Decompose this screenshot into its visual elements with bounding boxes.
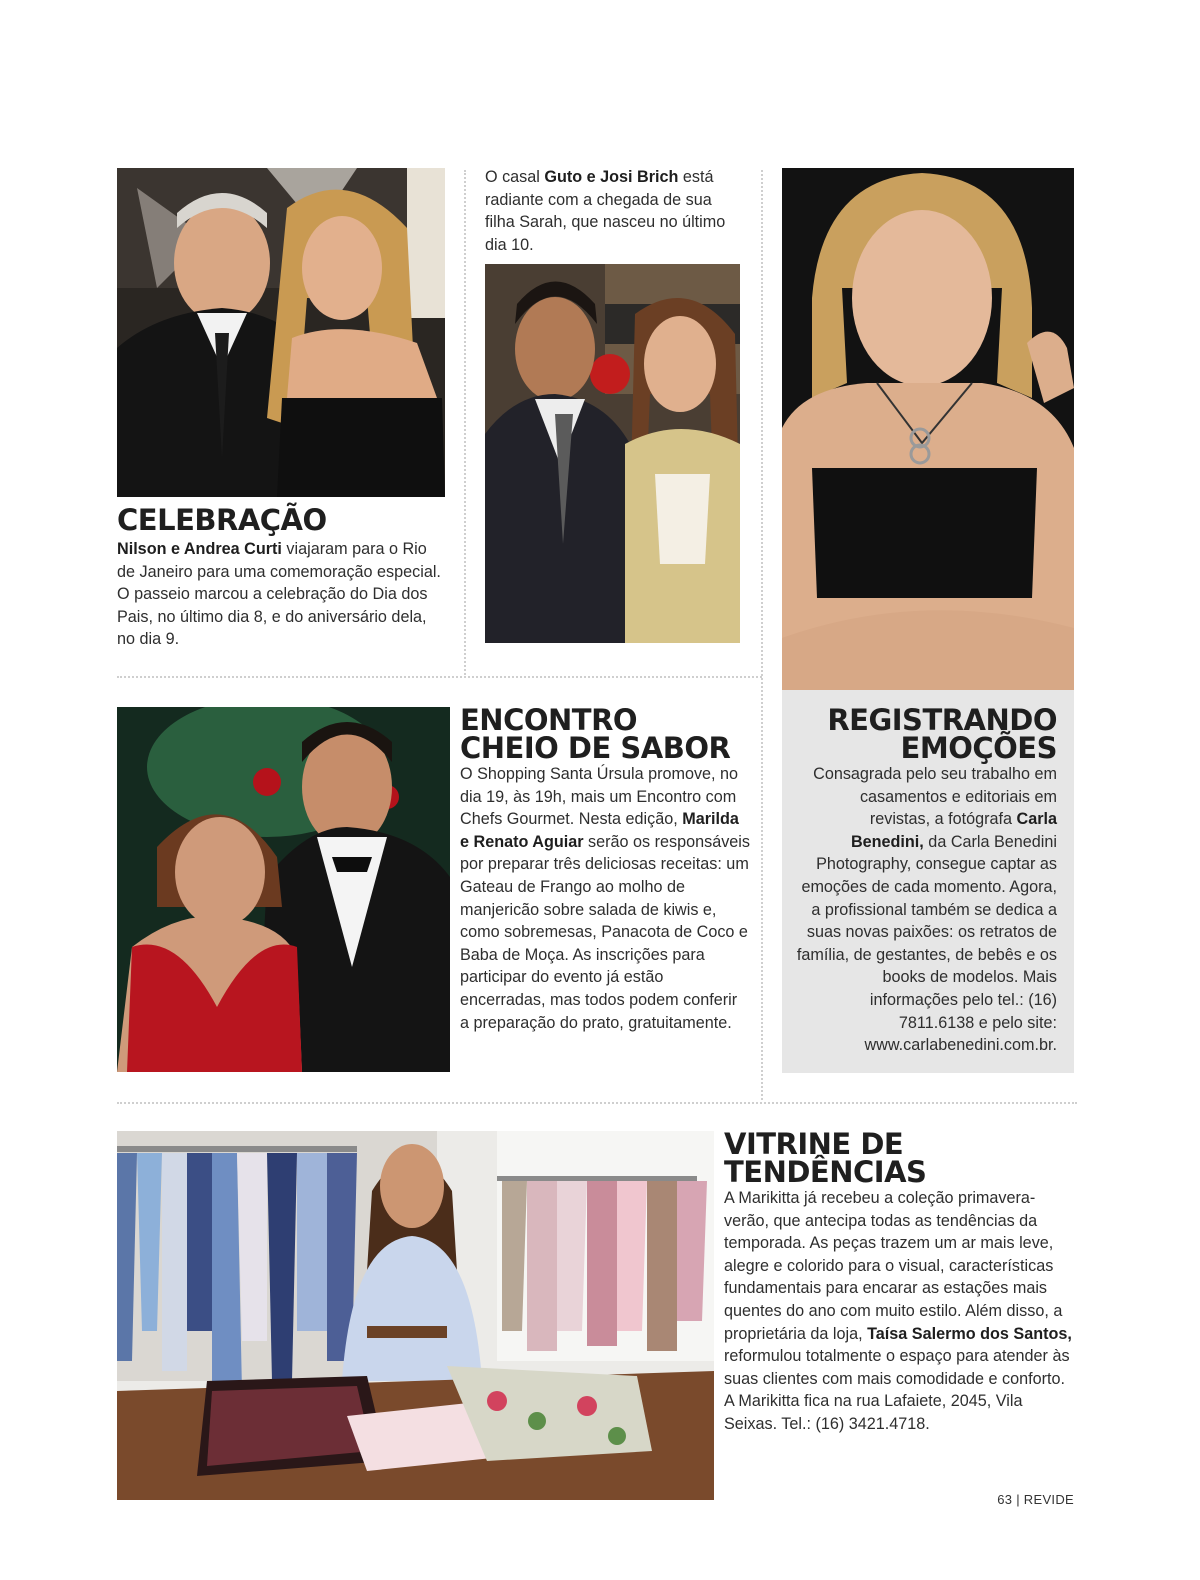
- celebracao-body: viajaram para o Rio de Janeiro para uma comemoração especial. O passeio marcou a celebração do Dia dos Pais, no último dia 8, e do aniversário dela, no dia 9.: [117, 540, 441, 649]
- vitrine-body1: A Marikitta já recebeu a coleção primavera-verão, que antecipa todas as tendências da temporada. As peças trazem um ar mais leve, alegre e colorido para o visual, características fundamentais para encarar as estações mais quentes do ano com muito estilo. Além disso, a proprietária da loja,: [724, 1189, 1063, 1343]
- celebracao-names: Nilson e Andrea Curti: [117, 540, 282, 558]
- casal-names: Guto e Josi Brich: [544, 168, 679, 186]
- celebracao-heading: CELEBRAÇÃO: [117, 503, 327, 537]
- divider-vertical-right: [761, 170, 763, 1100]
- casal-prefix: O casal: [485, 168, 545, 186]
- page-number: 63: [997, 1492, 1013, 1507]
- registrando-heading-line1: REGISTRANDO: [827, 703, 1057, 737]
- registrando-text: [796, 763, 1057, 1057]
- vitrine-names: Taísa Salermo dos Santos,: [867, 1324, 1072, 1343]
- encontro-text: [460, 763, 750, 1034]
- photo-carla-benedini: [782, 168, 1074, 690]
- photo-marikitta-store: [117, 1131, 714, 1500]
- encontro-body1: O Shopping Santa Úrsula promove, no dia 19, às 19h, mais um Encontro com Chefs Gourmet. Nesta edição,: [460, 765, 739, 829]
- photo-nilson-andrea: [117, 168, 445, 497]
- footer-separator: |: [1016, 1492, 1020, 1507]
- casal-text: [485, 166, 735, 256]
- registrando-heading: [790, 703, 1057, 765]
- divider-vertical-left: [464, 170, 466, 675]
- celebracao-text: [117, 538, 447, 651]
- page-footer: [970, 1492, 1074, 1507]
- divider-horizontal-top: [117, 676, 762, 678]
- encontro-heading-line1: ENCONTRO: [460, 703, 638, 737]
- vitrine-body2: reformulou totalmente o espaço para atender às suas clientes com mais comodidade e conforto. A Marikitta fica na rua Lafaiete, 2045, Vila Seixas. Tel.: (16) 3421.4718.: [724, 1347, 1070, 1433]
- casal-body: está radiante com a chegada de sua filha Sarah, que nasceu no último dia 10.: [485, 168, 726, 254]
- vitrine-heading: [724, 1127, 1084, 1189]
- vitrine-text: [724, 1187, 1074, 1436]
- vitrine-heading-line1: VITRINE DE: [724, 1127, 904, 1161]
- photo-guto-josi: [485, 264, 740, 643]
- registrando-names: Carla Benedini,: [850, 810, 1057, 851]
- registrando-body1: Consagrada pelo seu trabalho em casamentos e editoriais em revistas, a fotógrafa: [813, 765, 1057, 829]
- registrando-heading-line2: EMOÇÕES: [900, 731, 1057, 765]
- encontro-heading: [460, 703, 750, 765]
- divider-horizontal-bottom: [117, 1102, 1077, 1104]
- encontro-heading-line2: CHEIO DE SABOR: [460, 731, 731, 765]
- photo-marilda-renato: [117, 707, 450, 1072]
- encontro-body2: serão os responsáveis por preparar três deliciosas receitas: um Gateau de Frango ao molho de manjericão sobre salada de kiwis e, como sobremesas, Panacota de Coco e Baba de Moça. As inscrições para participar do evento já estão encerradas, mas todos podem conferir a preparação do prato, gratuitamente.: [460, 832, 750, 1032]
- encontro-names: Marilda e Renato Aguiar: [460, 810, 739, 851]
- registrando-body2: da Carla Benedini Photography, consegue captar as emoções de cada momento. Agora, a profissional também se dedica a suas novas paixões: os retratos de família, de gestantes, de bebês e os books de modelos. Mais informações pelo tel.: (16) 7811.6138 e pelo site: www.carlabenedini.com.br.: [796, 832, 1057, 1055]
- vitrine-heading-line2: TENDÊNCIAS: [724, 1155, 927, 1189]
- magazine-name: REVIDE: [1023, 1492, 1074, 1507]
